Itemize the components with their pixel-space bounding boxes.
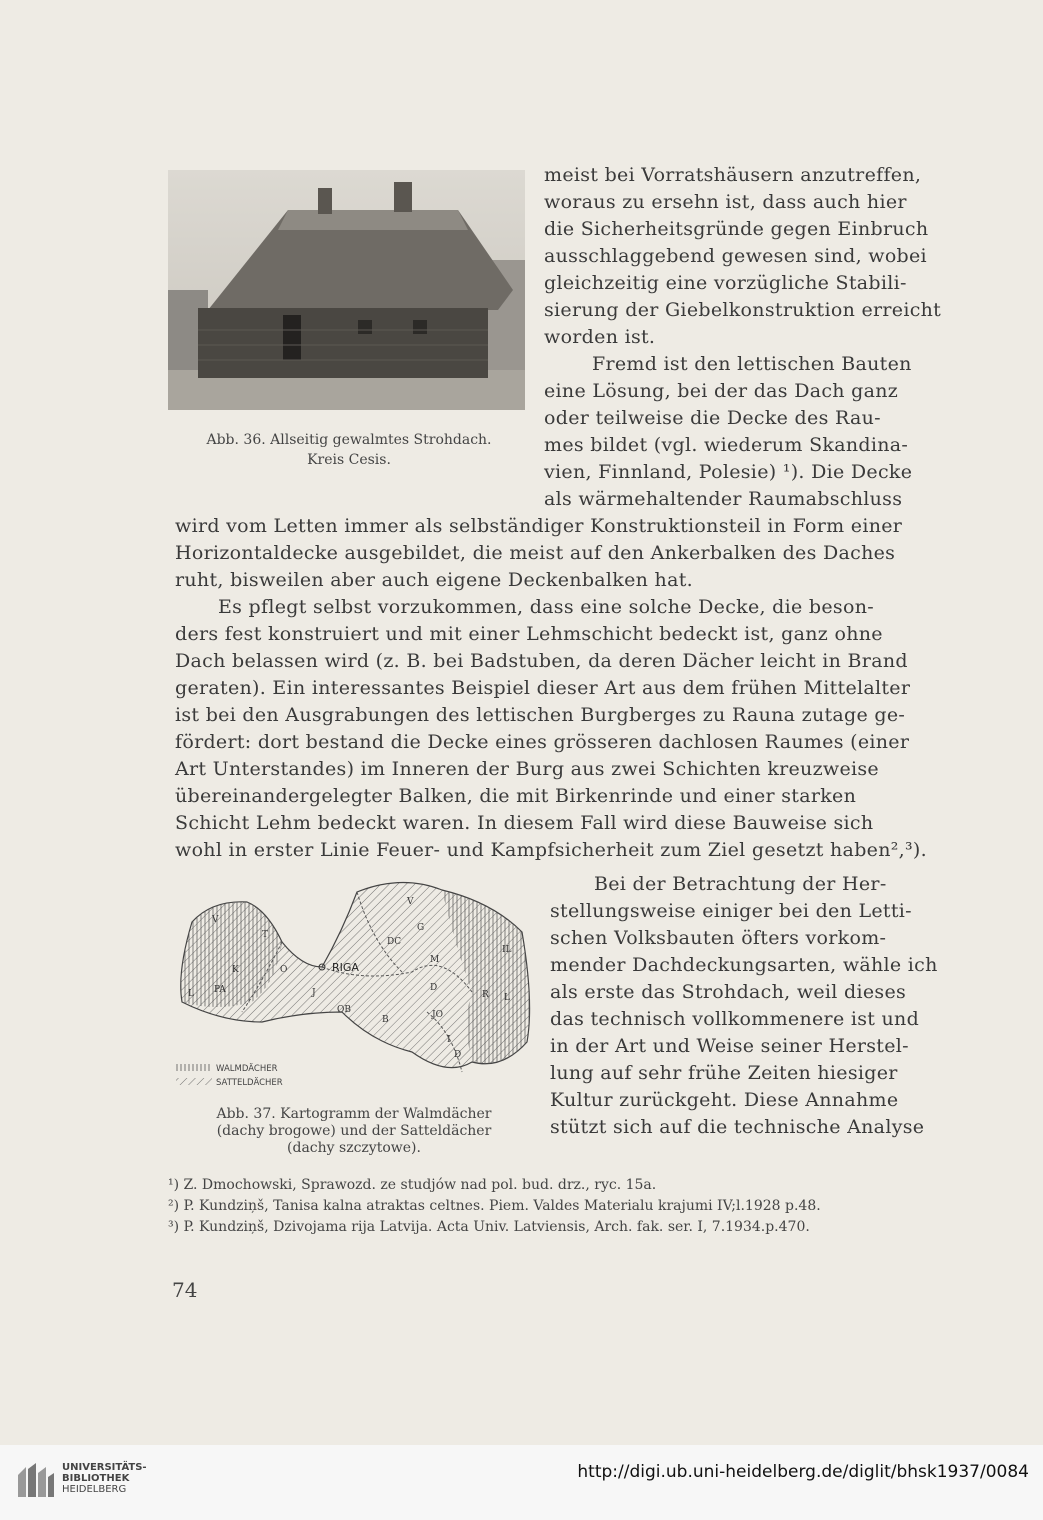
text-line: in der Art und Weise seiner Herstel-: [550, 1035, 909, 1057]
text-line: fördert: dort bestand die Decke eines grösseren dachlosen Raumes (einer: [175, 731, 910, 753]
map-region-letter: I: [447, 1035, 451, 1045]
map-region-letter: OB: [337, 1005, 351, 1015]
text-line: meist bei Vorratshäusern anzutreffen,: [544, 164, 922, 186]
latvia-roof-cartogram: [172, 872, 544, 1104]
text-line: Es pflegt selbst vorzukommen, dass eine solche Decke, die beson-: [218, 596, 874, 618]
text-line: ruht, bisweilen aber auch eigene Deckenbalken hat.: [175, 569, 693, 591]
text-line: Fremd ist den lettischen Bauten: [592, 353, 912, 375]
figure-37-caption-line-1: Abb. 37. Kartogramm der Walmdächer: [216, 1106, 492, 1122]
text-line: wird vom Letten immer als selbständiger Konstruktionsteil in Form einer: [175, 515, 903, 537]
library-name-line-3: HEIDELBERG: [62, 1484, 127, 1495]
map-region-letter: O: [280, 965, 288, 975]
text-line: Horizontaldecke ausgebildet, die meist auf den Ankerbalken des Daches: [175, 542, 896, 564]
map-region-letter: L: [188, 989, 194, 999]
footnote-1: ¹) Z. Dmochowski, Sprawozd. ze studjów nad pol. bud. drz., ryc. 15a.: [168, 1177, 657, 1193]
map-region-letter: D: [430, 983, 438, 993]
text-line: vien, Finnland, Polesie) ¹). Die Decke: [544, 461, 913, 483]
text-line: eine Lösung, bei der das Dach ganz: [544, 380, 899, 402]
text-line: Bei der Betrachtung der Her-: [594, 873, 887, 895]
text-line: Kultur zurückgeht. Diese Annahme: [550, 1089, 899, 1111]
text-line: stützt sich auf die technische Analyse: [550, 1116, 925, 1138]
map-region-letter: D: [454, 1050, 462, 1060]
text-line: als wärmehaltender Raumabschluss: [544, 488, 903, 510]
library-name-line-1: UNIVERSITÄTS-: [62, 1462, 147, 1473]
page-number: 74: [172, 1278, 198, 1302]
map-region-letter: V: [407, 897, 414, 907]
map-region-letter: T: [262, 930, 269, 940]
text-line: wohl in erster Linie Feuer- und Kampfsicherheit zum Ziel gesetzt haben²,³).: [175, 839, 927, 861]
footnote-3: ³) P. Kundziņš, Dzivojama rija Latvija. Acta Univ. Latviensis, Arch. fak. ser. I, 7.1934.p.470.: [168, 1219, 810, 1235]
text-line: worden ist.: [544, 326, 656, 348]
text-line: als erste das Strohdach, weil dieses: [550, 981, 907, 1003]
text-line: stellungsweise einiger bei den Letti-: [550, 900, 912, 922]
map-region-letter: PA: [214, 985, 226, 995]
text-line: übereinandergelegter Balken, die mit Birkenrinde und einer starken: [175, 785, 857, 807]
legend-swatch-walm: [176, 1064, 212, 1071]
text-line: oder teilweise die Decke des Rau-: [544, 407, 881, 429]
text-line: das technisch vollkommenere ist und: [550, 1008, 920, 1030]
figure-36-caption-line-1: Abb. 36. Allseitig gewalmtes Strohdach.: [206, 432, 492, 448]
text-line: Schicht Lehm bedeckt waren. In diesem Fall wird diese Bauweise sich: [175, 812, 874, 834]
text-line: mes bildet (vgl. wiederum Skandina-: [544, 434, 909, 456]
figure-36-caption-line-2: Kreis Cesis.: [307, 452, 391, 468]
text-line: Art Unterstandes) im Inneren der Burg aus zwei Schichten kreuzweise: [175, 758, 879, 780]
library-name-line-2: BIBLIOTHEK: [62, 1473, 130, 1484]
figure-37-caption-line-2: (dachy brogowe) und der Satteldächer: [216, 1123, 492, 1139]
map-region-letter: DC: [387, 937, 402, 947]
map-region-letter: J: [312, 988, 316, 998]
text-line: die Sicherheitsgründe gegen Einbruch: [544, 218, 929, 240]
map-region-letter: L: [504, 993, 510, 1003]
figure-37-caption-line-3: (dachy szczytowe).: [287, 1140, 421, 1156]
digitization-footer: [0, 1445, 1043, 1520]
map-region-letter: M: [430, 955, 440, 965]
map-region-letter: B: [382, 1015, 389, 1025]
text-line: ausschlaggebend gewesen sind, wobei: [544, 245, 927, 267]
text-line: sierung der Giebelkonstruktion erreicht: [544, 299, 942, 321]
text-line: mender Dachdeckungsarten, wähle ich: [550, 954, 938, 976]
map-region-letter: K: [232, 965, 239, 975]
text-line: geraten). Ein interessantes Beispiel dieser Art aus dem frühen Mittelalter: [175, 677, 911, 699]
map-label-riga: RIGA: [332, 961, 359, 974]
map-region-letter: IL: [502, 945, 512, 955]
source-url-link[interactable]: http://digi.ub.uni-heidelberg.de/diglit/bhsk1937/0084: [577, 1462, 1029, 1482]
text-line: schen Volksbauten öfters vorkom-: [550, 927, 887, 949]
legend-walmdaecher: WALMDÄCHER: [216, 1064, 278, 1074]
text-line: gleichzeitig eine vorzügliche Stabili-: [544, 272, 907, 294]
legend-satteldaecher: SATTELDÄCHER: [216, 1078, 283, 1088]
library-logo-icon: [14, 1459, 56, 1501]
text-line: ist bei den Ausgrabungen des lettischen Burgberges zu Rauna zutage ge-: [175, 704, 906, 726]
text-line: woraus zu ersehn ist, dass auch hier: [544, 191, 907, 213]
text-line: ders fest konstruiert und mit einer Lehmschicht bedeckt ist, ganz ohne: [175, 623, 883, 645]
map-region-letter: V: [212, 915, 219, 925]
text-line: lung auf sehr frühe Zeiten hiesiger: [550, 1062, 898, 1084]
map-region-letter: R: [482, 990, 489, 1000]
map-legend: [176, 1063, 283, 1088]
map-region-letter: G: [417, 923, 425, 933]
text-line: Dach belassen wird (z. B. bei Badstuben, da deren Dächer leicht in Brand: [175, 650, 908, 672]
map-region-letter: JO: [432, 1010, 443, 1020]
legend-swatch-sattel: [176, 1078, 212, 1085]
footnote-2: ²) P. Kundziņš, Tanisa kalna atraktas celtnes. Piem. Valdes Materialu krajumi IV;l.1928 p.48.: [168, 1198, 821, 1214]
thatched-house-photo: [168, 170, 525, 410]
